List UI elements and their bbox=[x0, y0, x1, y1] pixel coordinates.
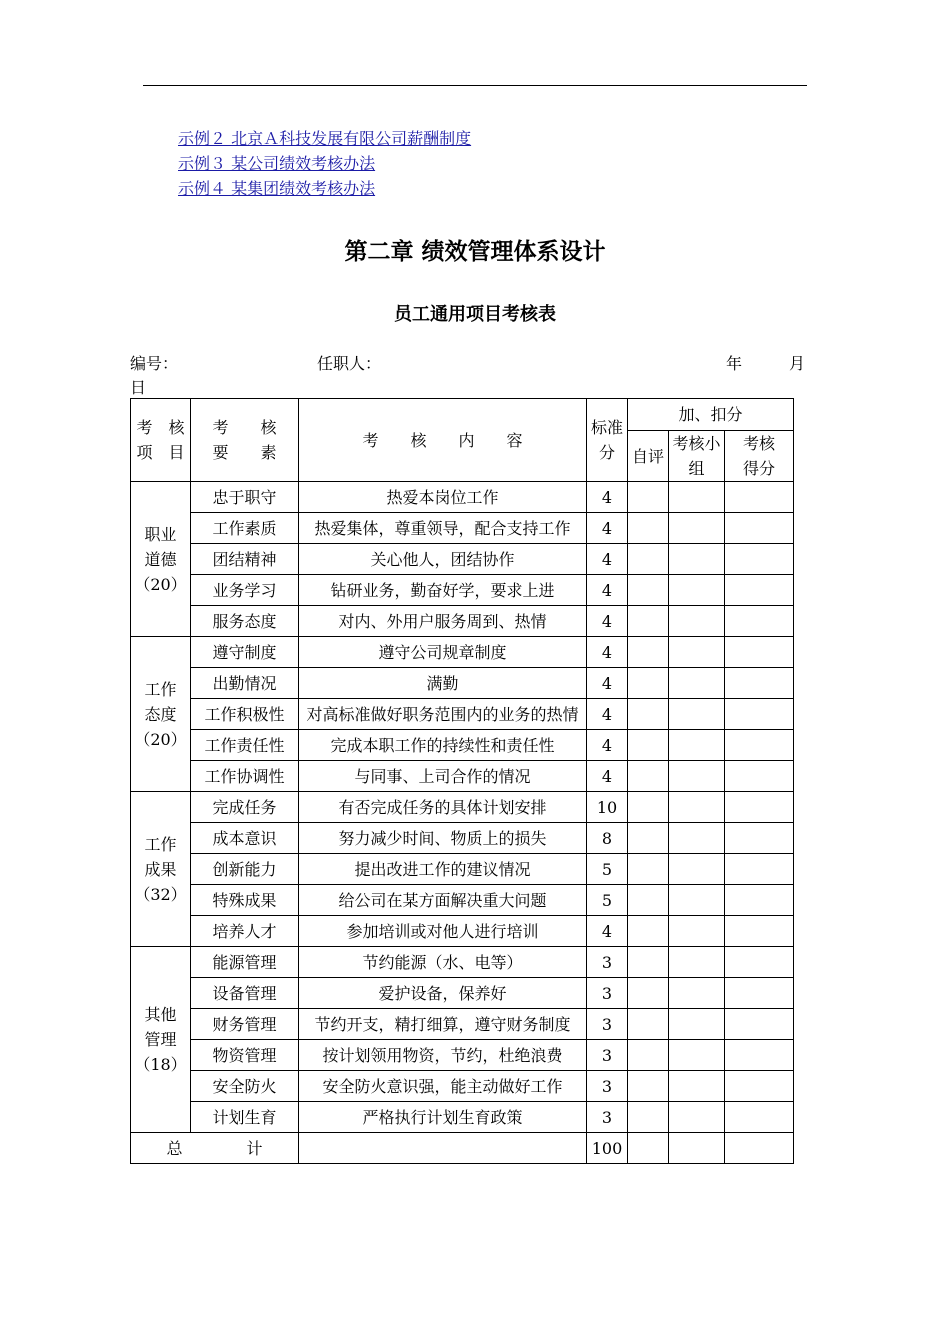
element-cell: 工作责任性 bbox=[191, 730, 299, 761]
table-row bbox=[131, 668, 794, 699]
group-score-cell[interactable] bbox=[669, 1040, 725, 1071]
element-cell: 设备管理 bbox=[191, 978, 299, 1009]
self-score-cell[interactable] bbox=[628, 761, 669, 792]
content-cell: 热爱本岗位工作 bbox=[299, 482, 587, 513]
standard-score-cell: 5 bbox=[587, 854, 628, 885]
final-score-cell[interactable] bbox=[725, 637, 794, 668]
self-score-cell[interactable] bbox=[628, 1040, 669, 1071]
content-cell: 努力减少时间、物质上的损失 bbox=[299, 823, 587, 854]
final-score-cell[interactable] bbox=[725, 1040, 794, 1071]
table-row bbox=[131, 513, 794, 544]
content-cell: 给公司在某方面解决重大问题 bbox=[299, 885, 587, 916]
table-row bbox=[131, 854, 794, 885]
group-score-cell[interactable] bbox=[669, 637, 725, 668]
self-score-cell[interactable] bbox=[628, 916, 669, 947]
header-score: 考核 得分 bbox=[725, 431, 794, 482]
content-cell: 爱护设备，保养好 bbox=[299, 978, 587, 1009]
element-cell: 物资管理 bbox=[191, 1040, 299, 1071]
table-row bbox=[131, 606, 794, 637]
header-standard: 标准 分 bbox=[587, 399, 628, 482]
final-score-cell[interactable] bbox=[725, 730, 794, 761]
table-row bbox=[131, 730, 794, 761]
content-cell: 按计划领用物资，节约，杜绝浪费 bbox=[299, 1040, 587, 1071]
standard-score-cell: 3 bbox=[587, 947, 628, 978]
table-row bbox=[131, 761, 794, 792]
content-cell: 提出改进工作的建议情况 bbox=[299, 854, 587, 885]
table-row bbox=[131, 699, 794, 730]
element-cell: 财务管理 bbox=[191, 1009, 299, 1040]
self-score-cell[interactable] bbox=[628, 513, 669, 544]
month-label: 月 bbox=[789, 354, 806, 373]
self-score-cell[interactable] bbox=[628, 792, 669, 823]
self-score-cell[interactable] bbox=[628, 730, 669, 761]
standard-score-cell: 5 bbox=[587, 885, 628, 916]
table-row bbox=[131, 482, 794, 513]
content-cell: 对内、外用户服务周到、热情 bbox=[299, 606, 587, 637]
final-score-cell[interactable] bbox=[725, 513, 794, 544]
link-example-2[interactable]: 示例２ 北京Ａ科技发展有限公司薪酬制度 bbox=[178, 129, 472, 148]
total-row bbox=[131, 1133, 794, 1164]
total-content bbox=[299, 1133, 587, 1164]
table-row bbox=[131, 1102, 794, 1133]
standard-score-cell: 3 bbox=[587, 1102, 628, 1133]
group-score-cell[interactable] bbox=[669, 916, 725, 947]
self-score-cell[interactable] bbox=[628, 544, 669, 575]
group-score-cell[interactable] bbox=[669, 668, 725, 699]
group-score-cell[interactable] bbox=[669, 1071, 725, 1102]
self-score-cell[interactable] bbox=[628, 885, 669, 916]
final-score-cell[interactable] bbox=[725, 1071, 794, 1102]
content-cell: 遵守公司规章制度 bbox=[299, 637, 587, 668]
header-self: 自评 bbox=[628, 431, 669, 482]
link-example-3[interactable]: 示例３ 某公司绩效考核办法 bbox=[178, 154, 376, 173]
self-score-cell[interactable] bbox=[628, 482, 669, 513]
table-body bbox=[131, 482, 794, 1133]
self-score-cell[interactable] bbox=[628, 668, 669, 699]
standard-score-cell: 3 bbox=[587, 1040, 628, 1071]
total-label: 总 计 bbox=[131, 1133, 299, 1164]
standard-score-cell: 4 bbox=[587, 606, 628, 637]
element-cell: 培养人才 bbox=[191, 916, 299, 947]
final-score-cell[interactable] bbox=[725, 854, 794, 885]
element-cell: 服务态度 bbox=[191, 606, 299, 637]
standard-score-cell: 3 bbox=[587, 1071, 628, 1102]
self-score-cell[interactable] bbox=[628, 1009, 669, 1040]
standard-score-cell: 4 bbox=[587, 544, 628, 575]
content-cell: 严格执行计划生育政策 bbox=[299, 1102, 587, 1133]
element-cell: 特殊成果 bbox=[191, 885, 299, 916]
standard-score-cell: 4 bbox=[587, 699, 628, 730]
group-score-cell[interactable] bbox=[669, 823, 725, 854]
content-cell: 钻研业务，勤奋好学，要求上进 bbox=[299, 575, 587, 606]
self-score-cell[interactable] bbox=[628, 606, 669, 637]
category-cell: 职业 道德 （20） bbox=[131, 482, 191, 637]
total-score: 100 bbox=[587, 1133, 628, 1164]
group-score-cell[interactable] bbox=[669, 544, 725, 575]
table-row bbox=[131, 575, 794, 606]
group-score-cell[interactable] bbox=[669, 792, 725, 823]
final-score-cell[interactable] bbox=[725, 823, 794, 854]
standard-score-cell: 3 bbox=[587, 978, 628, 1009]
category-cell: 其他 管理 （18） bbox=[131, 947, 191, 1133]
element-cell: 安全防火 bbox=[191, 1071, 299, 1102]
content-cell: 热爱集体，尊重领导，配合支持工作 bbox=[299, 513, 587, 544]
group-score-cell[interactable] bbox=[669, 513, 725, 544]
self-score-cell[interactable] bbox=[628, 1102, 669, 1133]
form-title: 员工通用项目考核表 bbox=[394, 304, 556, 325]
table-row bbox=[131, 792, 794, 823]
standard-score-cell: 4 bbox=[587, 513, 628, 544]
final-score-cell[interactable] bbox=[725, 1009, 794, 1040]
final-score-cell[interactable] bbox=[725, 1102, 794, 1133]
final-score-cell[interactable] bbox=[725, 916, 794, 947]
content-cell: 节约能源（水、电等） bbox=[299, 947, 587, 978]
table-row bbox=[131, 947, 794, 978]
category-cell: 工作 态度 （20） bbox=[131, 637, 191, 792]
number-label: 编号： bbox=[130, 354, 179, 373]
content-cell: 安全防火意识强，能主动做好工作 bbox=[299, 1071, 587, 1102]
standard-score-cell: 4 bbox=[587, 668, 628, 699]
example-links bbox=[178, 126, 471, 201]
content-cell: 对高标准做好职务范围内的业务的热情 bbox=[299, 699, 587, 730]
element-cell: 业务学习 bbox=[191, 575, 299, 606]
standard-score-cell: 4 bbox=[587, 637, 628, 668]
element-cell: 遵守制度 bbox=[191, 637, 299, 668]
element-cell: 工作素质 bbox=[191, 513, 299, 544]
final-score-cell[interactable] bbox=[725, 761, 794, 792]
final-score-cell[interactable] bbox=[725, 792, 794, 823]
chapter-title: 第二章 绩效管理体系设计 bbox=[344, 239, 606, 265]
header-group: 考核小 组 bbox=[669, 431, 725, 482]
self-score-cell[interactable] bbox=[628, 947, 669, 978]
final-score-cell[interactable] bbox=[725, 668, 794, 699]
appraisal-table bbox=[130, 398, 794, 1164]
group-score-cell[interactable] bbox=[669, 885, 725, 916]
standard-score-cell: 8 bbox=[587, 823, 628, 854]
group-score-cell[interactable] bbox=[669, 606, 725, 637]
total-self[interactable] bbox=[628, 1133, 669, 1164]
self-score-cell[interactable] bbox=[628, 575, 669, 606]
header-bonus: 加、扣分 bbox=[628, 399, 794, 431]
element-cell: 出勤情况 bbox=[191, 668, 299, 699]
self-score-cell[interactable] bbox=[628, 1071, 669, 1102]
final-score-cell[interactable] bbox=[725, 575, 794, 606]
self-score-cell[interactable] bbox=[628, 854, 669, 885]
content-cell: 参加培训或对他人进行培训 bbox=[299, 916, 587, 947]
group-score-cell[interactable] bbox=[669, 1009, 725, 1040]
group-score-cell[interactable] bbox=[669, 575, 725, 606]
header-rule bbox=[143, 85, 807, 86]
total-group[interactable] bbox=[669, 1133, 725, 1164]
element-cell: 计划生育 bbox=[191, 1102, 299, 1133]
final-score-cell[interactable] bbox=[725, 885, 794, 916]
day-label: 日 bbox=[130, 378, 147, 397]
content-cell: 有否完成任务的具体计划安排 bbox=[299, 792, 587, 823]
standard-score-cell: 4 bbox=[587, 730, 628, 761]
element-cell: 忠于职守 bbox=[191, 482, 299, 513]
standard-score-cell: 10 bbox=[587, 792, 628, 823]
final-score-cell[interactable] bbox=[725, 606, 794, 637]
holder-label: 任职人： bbox=[317, 354, 382, 373]
table-row bbox=[131, 885, 794, 916]
category-cell: 工作 成果 （32） bbox=[131, 792, 191, 947]
table-row bbox=[131, 637, 794, 668]
content-cell: 关心他人，团结协作 bbox=[299, 544, 587, 575]
total-final[interactable] bbox=[725, 1133, 794, 1164]
element-cell: 创新能力 bbox=[191, 854, 299, 885]
link-example-4[interactable]: 示例４ 某集团绩效考核办法 bbox=[178, 179, 376, 198]
table-row bbox=[131, 978, 794, 1009]
self-score-cell[interactable] bbox=[628, 978, 669, 1009]
standard-score-cell: 3 bbox=[587, 1009, 628, 1040]
standard-score-cell: 4 bbox=[587, 482, 628, 513]
header-content: 考 核 内 容 bbox=[299, 399, 587, 482]
standard-score-cell: 4 bbox=[587, 916, 628, 947]
final-score-cell[interactable] bbox=[725, 947, 794, 978]
group-score-cell[interactable] bbox=[669, 482, 725, 513]
header-element: 考 核 要 素 bbox=[191, 399, 299, 482]
element-cell: 成本意识 bbox=[191, 823, 299, 854]
table-row bbox=[131, 1071, 794, 1102]
group-score-cell[interactable] bbox=[669, 978, 725, 1009]
group-score-cell[interactable] bbox=[669, 947, 725, 978]
element-cell: 工作积极性 bbox=[191, 699, 299, 730]
final-score-cell[interactable] bbox=[725, 482, 794, 513]
content-cell: 节约开支，精打细算，遵守财务制度 bbox=[299, 1009, 587, 1040]
content-cell: 与同事、上司合作的情况 bbox=[299, 761, 587, 792]
table-row bbox=[131, 916, 794, 947]
element-cell: 能源管理 bbox=[191, 947, 299, 978]
year-label: 年 bbox=[726, 354, 743, 373]
final-score-cell[interactable] bbox=[725, 699, 794, 730]
group-score-cell[interactable] bbox=[669, 854, 725, 885]
final-score-cell[interactable] bbox=[725, 978, 794, 1009]
self-score-cell[interactable] bbox=[628, 637, 669, 668]
self-score-cell[interactable] bbox=[628, 699, 669, 730]
self-score-cell[interactable] bbox=[628, 823, 669, 854]
group-score-cell[interactable] bbox=[669, 1102, 725, 1133]
group-score-cell[interactable] bbox=[669, 761, 725, 792]
table-row bbox=[131, 1040, 794, 1071]
standard-score-cell: 4 bbox=[587, 575, 628, 606]
final-score-cell[interactable] bbox=[725, 544, 794, 575]
header-item: 考 核 项 目 bbox=[131, 399, 191, 482]
element-cell: 工作协调性 bbox=[191, 761, 299, 792]
standard-score-cell: 4 bbox=[587, 761, 628, 792]
table-row bbox=[131, 823, 794, 854]
table-row bbox=[131, 544, 794, 575]
content-cell: 完成本职工作的持续性和责任性 bbox=[299, 730, 587, 761]
content-cell: 满勤 bbox=[299, 668, 587, 699]
table-row bbox=[131, 1009, 794, 1040]
group-score-cell[interactable] bbox=[669, 699, 725, 730]
element-cell: 团结精神 bbox=[191, 544, 299, 575]
element-cell: 完成任务 bbox=[191, 792, 299, 823]
group-score-cell[interactable] bbox=[669, 730, 725, 761]
